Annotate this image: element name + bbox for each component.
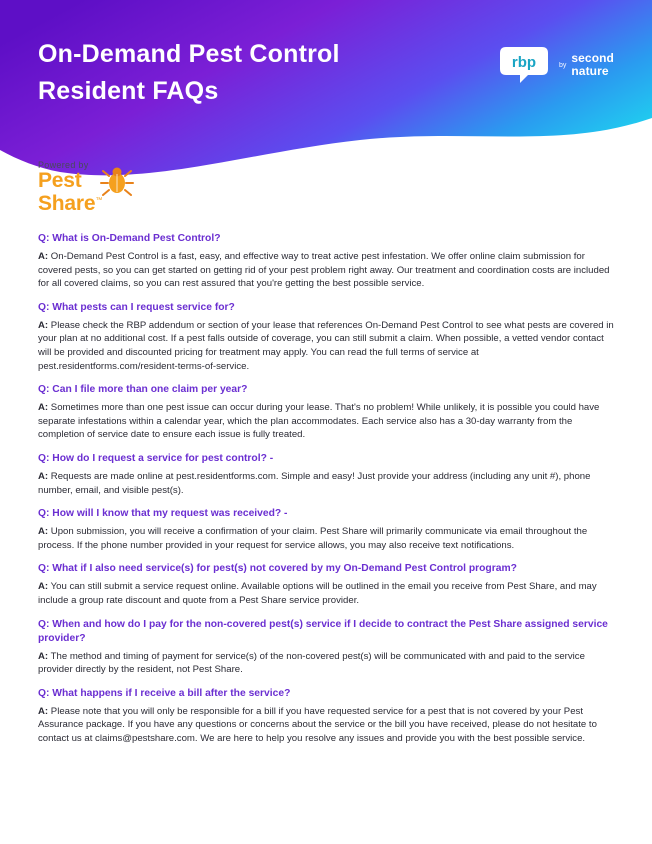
pest-share-word-2-text: Share — [38, 192, 96, 215]
faq-question: Q: What pests can I request service for? — [38, 301, 235, 313]
faq-question: Q: What if I also need service(s) for pest(s) not covered by my On-Demand Pest Control program? — [38, 563, 517, 575]
faq-answer-prefix: A: — [38, 705, 49, 717]
trademark-symbol: ™ — [95, 197, 103, 204]
faq-answer-text: Upon submission, you will receive a confirmation of your claim. Pest Share will primarily communicate via email throughout the process. If the phone number provided in your request for service allows, you may also receive text notifications. — [38, 526, 588, 551]
faq-question: Q: What is On-Demand Pest Control? — [38, 233, 221, 244]
faq-list — [38, 232, 616, 755]
faq-answer — [38, 525, 616, 552]
bug-icon-svg — [100, 166, 134, 196]
rbp-second-nature-logo — [498, 45, 614, 85]
faq-answer-text: You can still submit a service request online. Available options will be outlined in the email you receive from Pest Share, and may include a group rate discount and quote from a Pest Share service provider. — [38, 581, 597, 606]
faq-item — [38, 562, 616, 607]
faq-answer-prefix: A: — [38, 402, 49, 414]
faq-item — [38, 687, 616, 746]
faq-answer — [38, 580, 616, 607]
faq-answer-prefix: A: — [38, 581, 49, 593]
page-title — [38, 38, 340, 107]
faq-item — [38, 301, 616, 373]
faq-item — [38, 232, 616, 291]
faq-item — [38, 618, 616, 677]
brand-line-2: nature — [571, 64, 609, 78]
rbp-logo-text: rbp — [511, 54, 537, 71]
faq-item — [38, 507, 616, 552]
faq-answer-prefix: A: — [38, 319, 49, 331]
faq-question: Q: When and how do I pay for the non-covered pest(s) service if I decide to contract the Pest Share assigned service provider? — [38, 618, 608, 644]
faq-question: Q: How will I know that my request was received? - — [38, 508, 288, 520]
faq-answer — [38, 650, 616, 677]
by-label: by — [558, 61, 567, 69]
faq-answer — [38, 705, 616, 746]
rbp-badge-icon — [498, 45, 550, 85]
pest-share-word-2 — [38, 191, 238, 214]
faq-answer-text: Sometimes more than one pest issue can occur during your lease. That's no problem! While unlikely, it is possible you could have separate infestations within a calendar year, which the plan accommodates. Each service also has a 30-day warranty from the completion of service date to ensure each issue is fully treated. — [38, 402, 600, 441]
pest-share-wordmark — [38, 171, 238, 214]
faq-answer-text: On-Demand Pest Control is a fast, easy, and effective way to treat active pest infestation. We offer online claim submission for covered pests, so you can get started on getting rid of your pest problem right away. Our treatment and coordination costs are included for all covered claims, so you can rest assured that you're getting the best possible service. — [38, 251, 610, 290]
faq-answer — [38, 250, 616, 291]
faq-answer — [38, 401, 616, 442]
brand-line-1: second — [571, 51, 614, 65]
faq-answer-text: Please check the RBP addendum or section of your lease that references On-Demand Pest Control to see what pests are covered in your plan at no additional cost. If a pest falls outside of coverage, you can still submit a claim. When possible, a vetted vendor contact will be provided and discounted pricing for treatment may apply. You can read the full terms of service at pest.residentforms.com/resident-terms-of-service. — [38, 319, 614, 372]
faq-question: Q: What happens if I receive a bill after the service? — [38, 687, 291, 699]
faq-answer — [38, 470, 616, 497]
faq-question: Q: How do I request a service for pest control? - — [38, 452, 274, 464]
faq-question: Q: Can I file more than one claim per year? — [38, 384, 248, 396]
faq-item — [38, 383, 616, 442]
faq-answer-text: Please note that you will only be responsible for a bill if you have requested service for a pest that is not covered by your Pest Assurance package. If you have any questions or concerns about the service or the bill you have received, please do not hesitate to contact us at claims@pestshare.com. We are here to help you resolve any issues and provide you with the best possible service. — [38, 705, 597, 744]
bug-icon — [100, 166, 134, 201]
title-line-2: Resident FAQs — [38, 77, 219, 105]
faq-item — [38, 452, 616, 497]
faq-answer-prefix: A: — [38, 251, 49, 262]
pest-share-logo — [38, 160, 238, 214]
powered-by-label: Powered by — [38, 160, 89, 170]
pest-share-word-1: Pest — [38, 169, 82, 192]
rbp-logo-mark — [498, 45, 550, 85]
faq-answer — [38, 319, 616, 373]
faq-answer-prefix: A: — [38, 650, 49, 662]
title-line-1: On-Demand Pest Control — [38, 40, 340, 68]
faq-answer-text: The method and timing of payment for service(s) of the non-covered pest(s) will be communicated with and paid to the service provider directly by the resident, not Pest Share. — [38, 650, 585, 676]
faq-answer-prefix: A: — [38, 470, 49, 482]
faq-answer-text: Requests are made online at pest.residentforms.com. Simple and easy! Just provide your address (including any unit #), phone number, email, and visible pest(s). — [38, 470, 591, 496]
faq-answer-prefix: A: — [38, 526, 49, 538]
second-nature-wordmark — [559, 52, 614, 78]
